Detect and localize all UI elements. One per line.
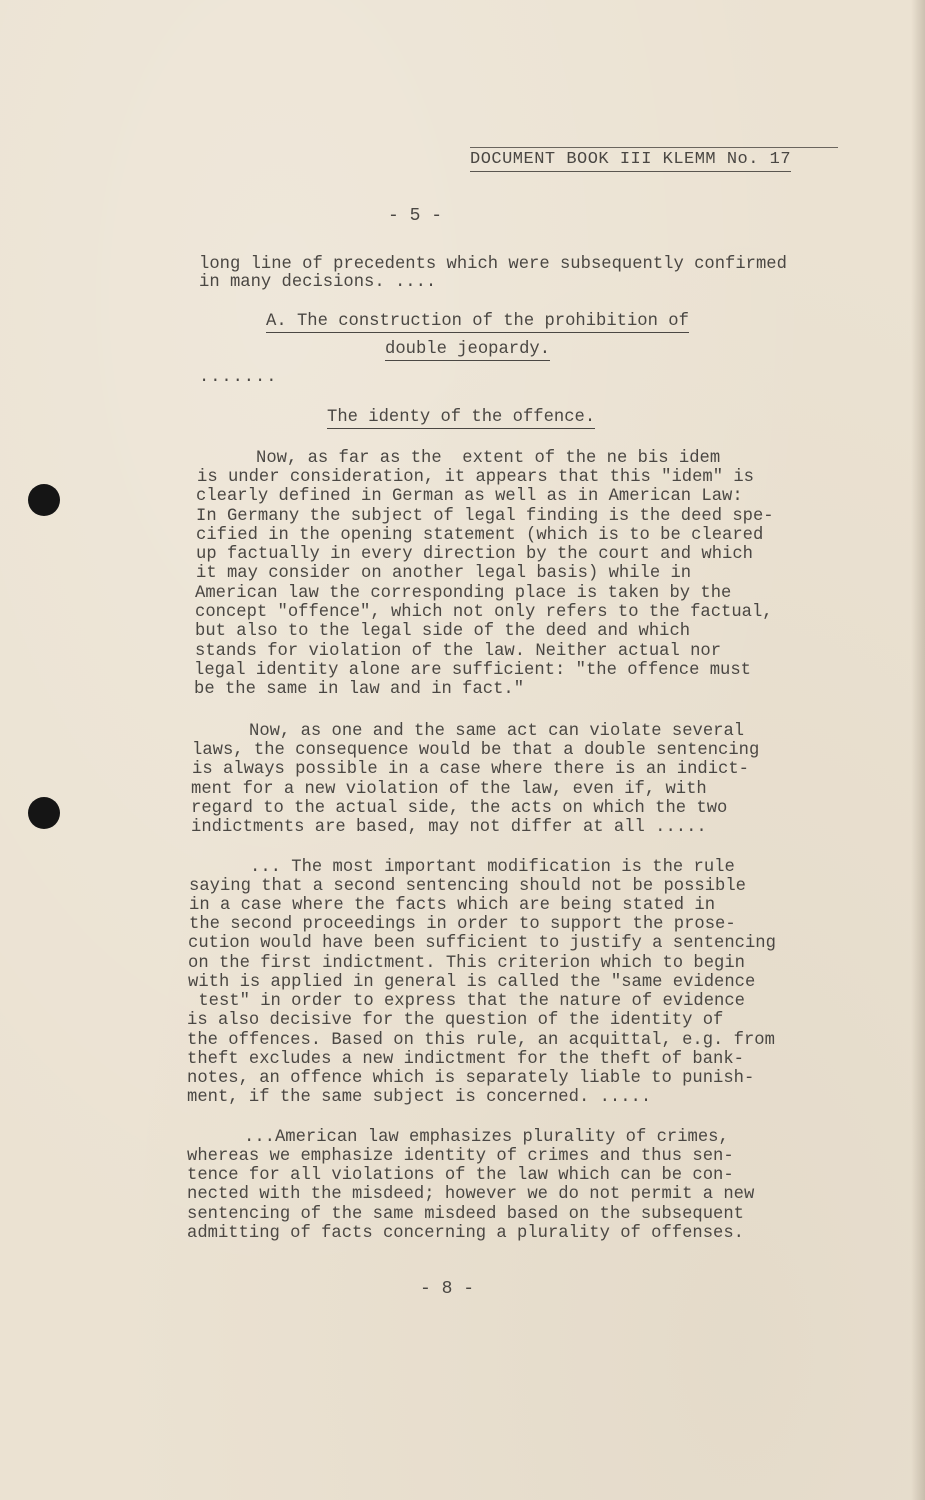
paragraph-line: indictments are based, may not differ at all ..... — [191, 818, 707, 837]
paragraph-line: ment for a new violation of the law, even if, with — [191, 780, 707, 799]
paragraph-line: the offences. Based on this rule, an acquittal, e.g. from — [187, 1031, 775, 1050]
paragraph-line: up factually in every direction by the court and which — [196, 545, 753, 564]
paragraph-line: notes, an offence which is separately liable to punish- — [187, 1069, 755, 1088]
paragraph-line: legal identity alone are sufficient: "the offence must — [194, 661, 751, 680]
paragraph-line: cified in the opening statement (which is to be cleared — [196, 526, 764, 545]
paragraph-line: but also to the legal side of the deed and which — [195, 622, 691, 641]
page-number-bottom: - 8 - — [420, 1279, 475, 1299]
paragraph-line: is always possible in a case where there is an indict- — [192, 760, 749, 779]
paragraph-line: ... The most important modification is the rule — [250, 858, 735, 877]
paragraph-line: whereas we emphasize identity of crimes and thus sen- — [187, 1147, 734, 1166]
paragraph-line: stands for violation of the law. Neither actual nor — [195, 642, 722, 661]
intro-line: long line of precedents which were subsequently confirmed — [199, 255, 787, 274]
paragraph-line: ...American law emphasizes plurality of crimes, — [244, 1128, 729, 1147]
paragraph-line: Now, as one and the same act can violate several — [249, 722, 745, 741]
paragraph-line: theft excludes a new indictment for the theft of bank- — [187, 1050, 744, 1069]
paragraph-line: admitting of facts concerning a plurality of offenses. — [187, 1224, 744, 1243]
paragraph-line: the second proceedings in order to support the prose- — [189, 915, 736, 934]
section-heading-line2: double jeopardy. — [385, 340, 551, 359]
page-number-top: - 5 - — [388, 206, 443, 226]
paragraph-line: cution would have been sufficient to justify a sentencing — [188, 934, 776, 953]
paragraph-line: Now, as far as the extent of the ne bis idem — [256, 449, 721, 468]
intro-line: in many decisions. .... — [199, 273, 437, 292]
paragraph-line: In Germany the subject of legal finding is the deed spe- — [196, 507, 774, 526]
paragraph-line: be the same in law and in fact." — [194, 680, 525, 699]
paragraph-line: regard to the actual side, the acts on which the two — [191, 799, 728, 818]
punch-hole-upper — [28, 484, 60, 516]
paragraph-line: tence for all violations of the law which can be con- — [187, 1166, 734, 1185]
paragraph-line: ment, if the same subject is concerned. ..... — [187, 1088, 652, 1107]
paragraph-line: laws, the consequence would be that a double sentencing — [192, 741, 760, 760]
paragraph-line: with is applied in general is called the "same evidence — [188, 973, 756, 992]
paragraph-line: concept "offence", which not only refers to the factual, — [195, 603, 773, 622]
document-reference: DOCUMENT BOOK III KLEMM No. 17 — [470, 150, 791, 172]
paragraph-line: sentencing of the same misdeed based on the subsequent — [187, 1205, 744, 1224]
omission-dots: ....... — [199, 368, 278, 387]
paragraph-line: it may consider on another legal basis) while in — [196, 564, 692, 583]
paragraph-line: American law the corresponding place is taken by the — [195, 584, 732, 603]
paragraph-line: in a case where the facts which are being stated in — [189, 896, 716, 915]
punch-hole-lower — [28, 797, 60, 829]
page-edge-shadow — [911, 0, 925, 1500]
paragraph-line: on the first indictment. This criterion which to begin — [188, 954, 745, 973]
identity-heading: The identy of the offence. — [327, 408, 596, 427]
paragraph-line: is also decisive for the question of the identity of — [187, 1011, 724, 1030]
paragraph-line: clearly defined in German as well as in American Law: — [196, 487, 743, 506]
paragraph-line: test" in order to express that the nature of evidence — [188, 992, 745, 1011]
header-rule — [470, 147, 838, 148]
paragraph-line: saying that a second sentencing should not be possible — [189, 877, 746, 896]
section-heading-line1: A. The construction of the prohibition of — [266, 312, 689, 331]
paragraph-line: nected with the misdeed; however we do not permit a new — [187, 1185, 755, 1204]
paragraph-line: is under consideration, it appears that this "idem" is — [197, 468, 754, 487]
